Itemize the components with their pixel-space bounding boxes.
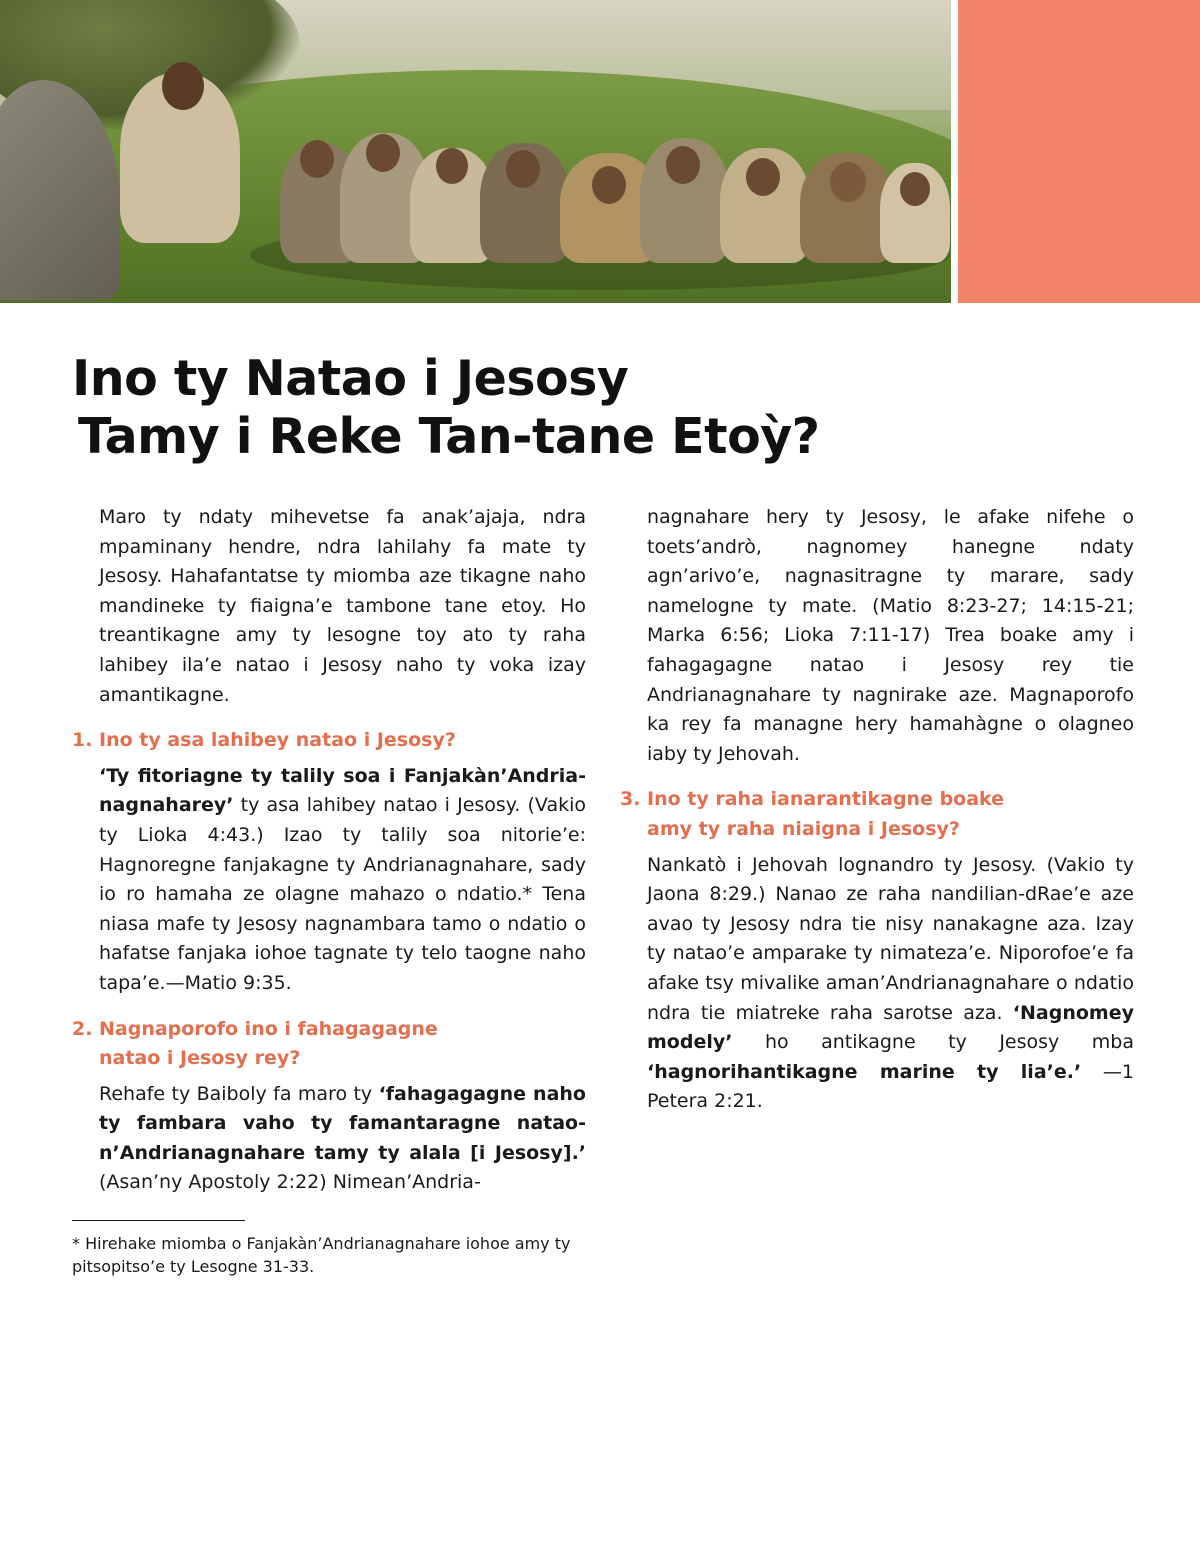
answer-3 <box>620 851 1134 1117</box>
page-title <box>72 350 872 466</box>
question-line: Nagnaporofo ino i fahagagagne <box>99 1017 438 1040</box>
listener-head <box>900 172 930 206</box>
answer-text: ty asa lahibey natao i Jesosy. (Vakio ty Lioka 4:43.) Izao ty talily soa nitorie’e: Hagnoregne fanjakagne ty Andrianagnahare, sady io ro hamaha ze olagne mahazo o ndatio.* Tena niasa mafe ty Jesosy nagnambara tamo o ndatio o hafatse fanjaka iohoe tagnate ty telo taogne naho tapa’e.—Matio 9:35. <box>99 794 586 994</box>
intro-paragraph: Maro ty ndaty mihevetse fa anak’ajaja, ndra mpaminany hendre, ndra lahilahy fa mate ty Jesosy. Hahafantatse ty miomba aze tikagne naho mandineke ty fiaigna’e tambone tane etoy. Ho treantikagne amy ty lesogne toy ato ty raha lahibey ila’e natao i Jesosy naho ty voka izay amantikagne. <box>99 506 586 706</box>
title-line-1: Ino ty Natao i Jesosy <box>72 350 629 407</box>
footnote-rule <box>72 1220 245 1221</box>
answer-text: —1 Petera 2:21. <box>647 1060 1134 1113</box>
answer-bold: ‘hagnorihantikagne marine ty lia’e.’ <box>647 1060 1082 1083</box>
left-column <box>72 503 586 1198</box>
header-photo <box>0 0 951 303</box>
listener-head <box>300 140 334 178</box>
listener-head <box>366 134 400 172</box>
title-line-2: Tamy i Reke Tan-tane Etoỳ? <box>78 408 820 465</box>
listener-head <box>506 150 540 188</box>
question-text <box>99 1015 586 1074</box>
question-1 <box>72 726 586 756</box>
listener-head <box>592 166 626 204</box>
question-2 <box>72 1015 586 1074</box>
question-text <box>647 785 1134 844</box>
answer-2-continued: nagnahare hery ty Jesosy, le afake nifehe o toets’andrò, nagnomey hanegne ndaty agn’arivo’e, nagnasitragne ty marare, sady namelogne ty mate. (Matio 8:23-27; 14:15-21; Marka 6:56; Lioka 7:11-17) Trea boake amy i fahagagagne natao i Jesosy rey tie Andrianagnahare ty nagnirake aze. Magnaporofo ka rey fa managne hery hamahàgne o olagneo iaby ty Jehovah. <box>647 506 1134 765</box>
question-line: Ino ty raha ianarantikagne boake <box>647 788 1005 811</box>
listener-head <box>666 146 700 184</box>
listener-head <box>436 148 468 184</box>
lesson-number-underline <box>958 0 1200 303</box>
question-number: 3. <box>620 788 641 811</box>
question-number: 1. <box>72 729 93 752</box>
answer-text-end: (Asan’ny Apostoly 2:22) Nimean’Andria- <box>99 1171 481 1194</box>
footnote: * Hirehake miomba o Fanjakàn’Andrianagnahare iohoe amy ty pitsopitso’e ty Lesogne 31-33. <box>72 1234 571 1276</box>
question-3 <box>620 785 1134 844</box>
answer-2-part-1 <box>72 1080 586 1198</box>
right-column <box>620 503 1134 1117</box>
question-line: natao i Jesosy rey? <box>99 1047 301 1070</box>
question-number: 2. <box>72 1017 93 1040</box>
answer-1 <box>72 762 586 999</box>
question-text: Ino ty asa lahibey natao i Jesosy? <box>99 729 456 752</box>
answer-text: ho antikagne ty Jesosy mba <box>732 1031 1134 1054</box>
question-line: amy ty raha niaigna i Jesosy? <box>647 817 960 840</box>
answer-bold: ‘fahagagagne naho ty fambara vaho ty famantaragne nataon’Andrianagnahare tamy ty alala [i Jesosy].’ <box>99 1082 586 1164</box>
answer-bold: ‘Ty fitoriagne ty talily soa i Fanjakàn’Andrianagnaharey’ <box>99 764 586 817</box>
teacher-head <box>162 62 204 110</box>
listener-head <box>746 158 780 196</box>
listener-head <box>830 162 866 202</box>
answer-text: Rehafe ty Baiboly fa maro ty <box>99 1082 379 1105</box>
answer-bold: ‘Nagnomey modely’ <box>647 1001 1134 1054</box>
answer-text: Nankatò i Jehovah lognandro ty Jesosy. (Vakio ty Jaona 8:29.) Nanao ze raha nandilian-dRae’e aze avao ty Jesosy ndra tie nisy nanakagne aza. Izay ty natao’e amparake ty nimateza’e. Niporofoe’e fa afake tsy mivalike aman’Andrianagnahare o ndatio ndra tie miatreke raha sarotse aza. <box>647 853 1134 1024</box>
